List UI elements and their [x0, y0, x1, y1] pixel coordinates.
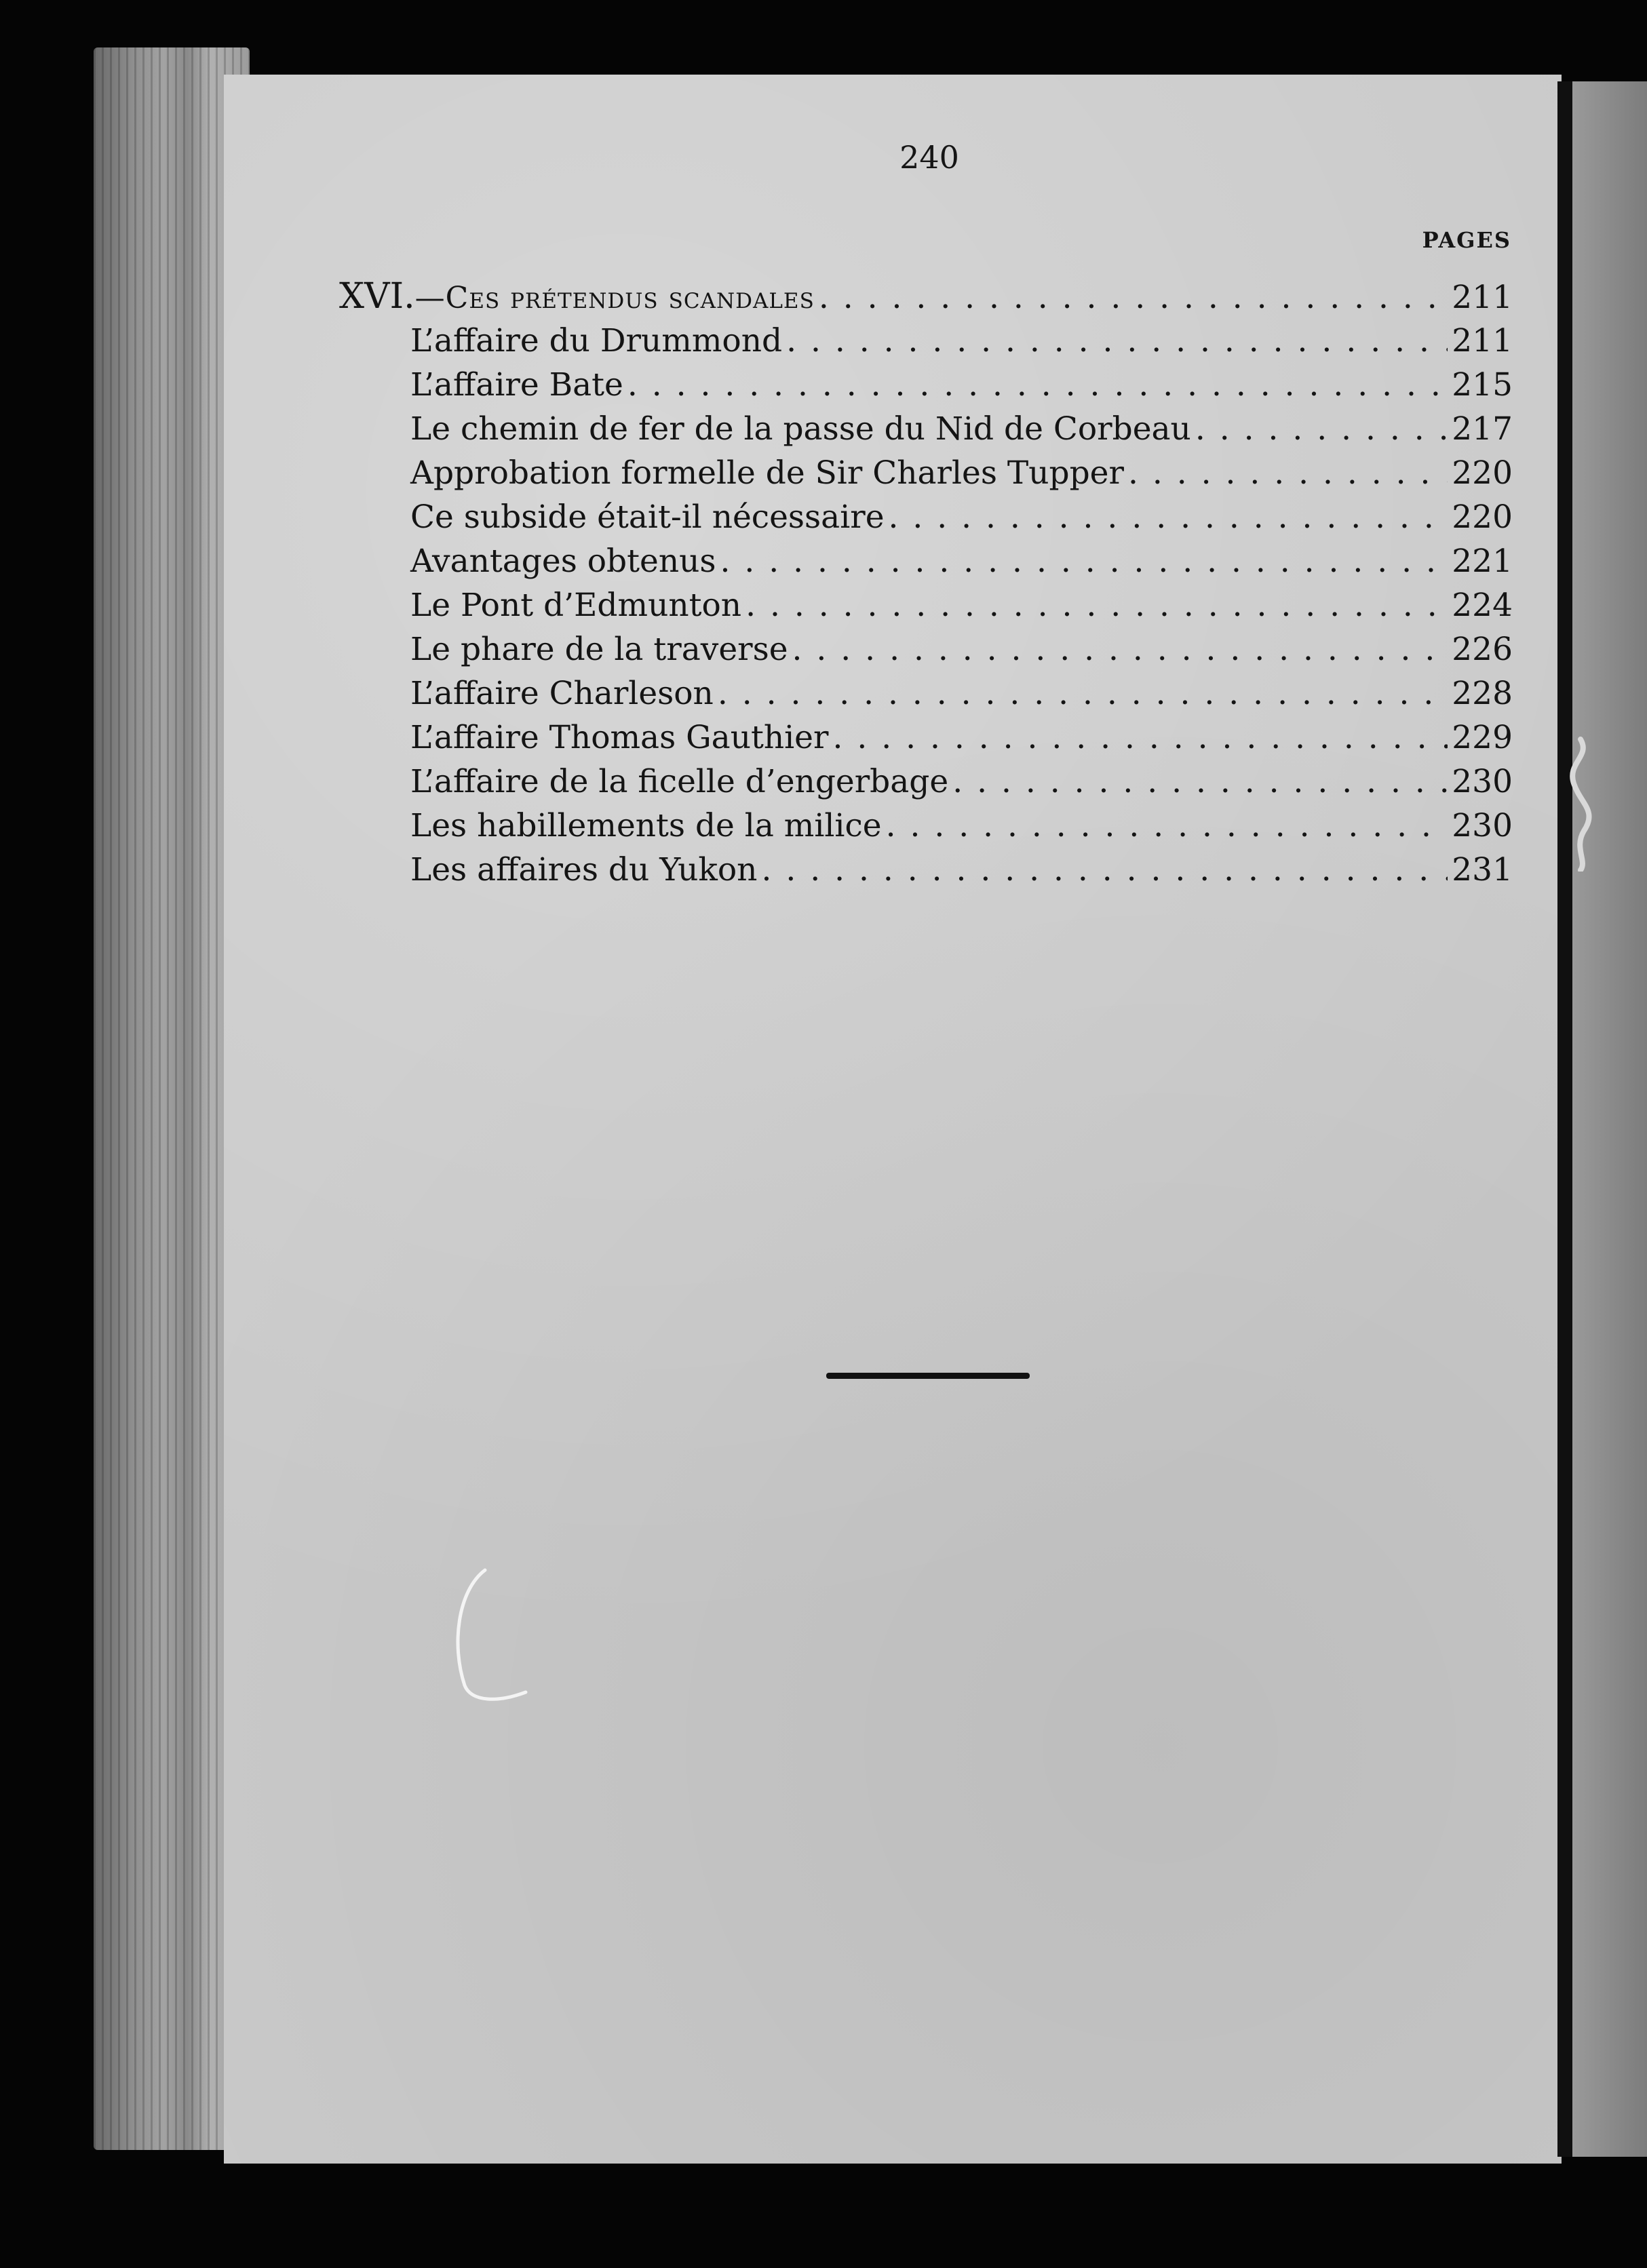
entry-title: Les habillements de la milice [410, 807, 882, 844]
entry-title: Les affaires du Yukon [410, 851, 758, 888]
entry-page: 231 [1452, 851, 1513, 888]
chapter-row [339, 275, 1513, 319]
entry-page: 215 [1452, 366, 1513, 404]
toc-entry [339, 407, 1513, 451]
entry-page: 220 [1452, 498, 1513, 536]
dot-leader [761, 848, 1448, 892]
dot-leader [792, 627, 1448, 671]
toc-entry [339, 319, 1513, 363]
toc-entry [339, 495, 1513, 539]
dot-leader [952, 760, 1448, 804]
entry-title: L’affaire Thomas Gauthier [410, 719, 829, 756]
entry-title: L’affaire Charleson [410, 675, 714, 712]
dot-leader [786, 319, 1448, 363]
dot-leader [718, 671, 1448, 716]
entry-page: 221 [1452, 543, 1513, 580]
dot-leader [745, 583, 1448, 627]
entry-page: 229 [1452, 719, 1513, 756]
dot-leader [1128, 451, 1448, 495]
paper-clip-mark [1560, 736, 1601, 872]
chapter-number: XVI. [339, 276, 415, 317]
entry-title: Avantages obtenus [410, 543, 716, 580]
dot-leader [889, 495, 1448, 539]
entry-page: 217 [1452, 410, 1513, 448]
entry-page: 220 [1452, 454, 1513, 492]
chapter-heading [339, 275, 815, 320]
entry-page: 228 [1452, 675, 1513, 712]
table-of-contents [339, 275, 1513, 892]
entry-title: Ce subside était-il nécessaire [410, 498, 885, 536]
toc-entry [339, 451, 1513, 495]
dot-leader [832, 716, 1448, 760]
closing-rule [826, 1373, 1030, 1379]
entry-title: L’affaire Bate [410, 366, 623, 404]
chapter-page: 211 [1452, 279, 1513, 316]
dot-leader [720, 539, 1448, 583]
toc-entry [339, 627, 1513, 671]
pencil-mark [451, 1563, 546, 1706]
entry-page: 226 [1452, 631, 1513, 668]
entry-title: Le phare de la traverse [410, 631, 788, 668]
dot-leader [819, 275, 1448, 319]
entry-title: Le Pont d’Edmunton [410, 587, 742, 624]
toc-entry [339, 363, 1513, 407]
facing-page-edge [1572, 81, 1647, 2157]
toc-entry [339, 671, 1513, 716]
dot-leader [627, 363, 1448, 407]
toc-entry [339, 539, 1513, 583]
entry-title: Le chemin de fer de la passe du Nid de Corbeau [410, 410, 1191, 448]
pages-column-header: PAGES [1422, 227, 1511, 253]
toc-entry [339, 848, 1513, 892]
dot-leader [1195, 407, 1448, 451]
toc-entry [339, 760, 1513, 804]
entry-title: L’affaire de la ficelle d’engerbage [410, 763, 949, 800]
entry-title: Approbation formelle de Sir Charles Tupper [410, 454, 1124, 492]
book-gutter [1557, 81, 1572, 2157]
page-number: 240 [899, 139, 959, 176]
chapter-title: —Ces prétendus scandales [414, 281, 815, 315]
toc-entry [339, 804, 1513, 848]
entry-page: 230 [1452, 807, 1513, 844]
entry-title: L’affaire du Drummond [410, 322, 783, 359]
toc-entry [339, 583, 1513, 627]
entry-page: 211 [1452, 322, 1513, 359]
entry-page: 230 [1452, 763, 1513, 800]
entry-page: 224 [1452, 587, 1513, 624]
toc-entry [339, 716, 1513, 760]
dot-leader [886, 804, 1448, 848]
